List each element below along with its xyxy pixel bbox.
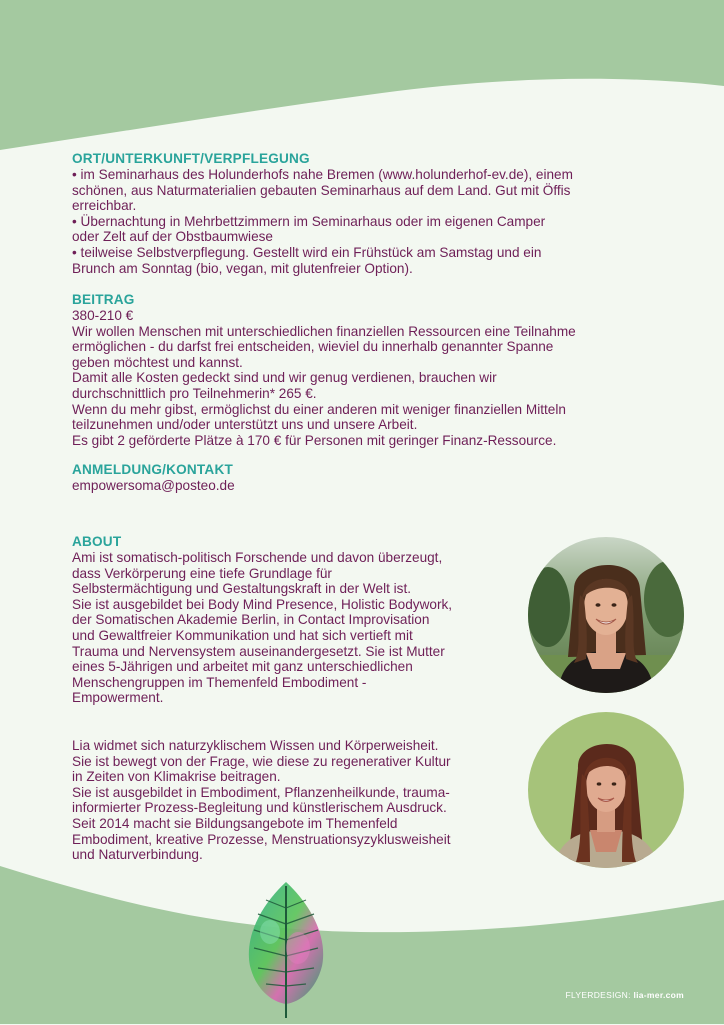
text-line: Seit 2014 macht sie Bildungsangebote im Themenfeld bbox=[72, 815, 398, 831]
text-line: eines 5-Jährigen und arbeitet mit ganz unterschiedlichen bbox=[72, 659, 413, 675]
ami-bio bbox=[72, 550, 452, 706]
text-line: Es gibt 2 geförderte Plätze à 170 € für Personen mit geringer Finanz-Ressource. bbox=[72, 432, 557, 448]
text-line: Menschengruppen im Themenfeld Embodiment - bbox=[72, 674, 367, 690]
text-line: dass Verkörperung eine tiefe Grundlage für bbox=[72, 565, 332, 581]
text-line: informierter Prozess-Begleitung und künstlerischem Ausdruck. bbox=[72, 800, 447, 816]
text-line: erreichbar. bbox=[72, 198, 137, 214]
text-line: durchschnittlich pro Teilnehmerin* 265 €. bbox=[72, 385, 317, 401]
credit-site[interactable]: lia-mer.com bbox=[633, 990, 684, 1000]
text-line: Damit alle Kosten gedeckt sind und wir genug verdienen, brauchen wir bbox=[72, 370, 497, 386]
leaf-illustration bbox=[240, 878, 332, 1020]
text-line: • Übernachtung in Mehrbettzimmern im Seminarhaus oder im eigenen Camper bbox=[72, 213, 546, 229]
text-line: Ami ist somatisch-politisch Forschende und davon überzeugt, bbox=[72, 550, 443, 565]
text-line: Embodiment, kreative Prozesse, Menstruationsyzyklusweisheit bbox=[72, 831, 451, 847]
text-line: teilzunehmen und/oder unterstützt uns und unsere Arbeit. bbox=[72, 417, 418, 433]
text-line: Empowerment. bbox=[72, 690, 164, 706]
heading-ort: ORT/UNTERKUNFT/VERPFLEGUNG bbox=[72, 151, 310, 166]
lia-bio bbox=[72, 738, 451, 863]
text-line: Wir wollen Menschen mit unterschiedlichen finanziellen Ressourcen eine Teilnahme bbox=[72, 323, 576, 339]
beitrag-text bbox=[72, 308, 576, 448]
text-line: Sie ist ausgebildet bei Body Mind Presence, Holistic Bodywork, bbox=[72, 596, 453, 612]
text-line: Brunch am Sonntag (bio, vegan, mit glutenfreier Option). bbox=[72, 260, 413, 276]
section-ort bbox=[72, 151, 573, 276]
portrait-ami bbox=[528, 537, 684, 693]
heading-anmeldung: ANMELDUNG/KONTAKT bbox=[72, 462, 233, 477]
credit-label: FLYERDESIGN: bbox=[565, 990, 634, 1000]
price-range: 380-210 € bbox=[72, 308, 134, 323]
text-line: Trauma und Nervensystem auseinandergesetzt. Sie ist Mutter bbox=[72, 643, 445, 659]
flyer-credit bbox=[565, 990, 684, 1000]
text-line: und Gewaltfreier Kommunikation und hat sich vertieft mit bbox=[72, 627, 413, 643]
text-line: Wenn du mehr gibst, ermöglichst du einer anderen mit weniger finanziellen Mitteln bbox=[72, 401, 566, 417]
text-line: Sie ist bewegt von der Frage, wie diese zu regenerativer Kultur bbox=[72, 753, 451, 769]
heading-beitrag: BEITRAG bbox=[72, 292, 135, 307]
section-about-ami bbox=[72, 534, 452, 706]
text-line: oder Zelt auf der Obstbaumwiese bbox=[72, 229, 273, 245]
section-about-lia bbox=[72, 738, 451, 863]
section-anmeldung bbox=[72, 462, 235, 494]
text-line: der Somatischen Akademie Berlin, in Contact Improvisation bbox=[72, 612, 430, 628]
text-line: in Zeiten von Klimakrise beitragen. bbox=[72, 769, 281, 785]
portrait-lia bbox=[528, 712, 684, 868]
text-line: geben möchtest und kannst. bbox=[72, 354, 243, 370]
heading-about: ABOUT bbox=[72, 534, 122, 549]
text-line: Sie ist ausgebildet in Embodiment, Pflanzenheilkunde, trauma- bbox=[72, 784, 450, 800]
ort-text bbox=[72, 167, 573, 276]
text-line: und Naturverbindung. bbox=[72, 847, 203, 863]
text-line: • teilweise Selbstverpflegung. Gestellt wird ein Frühstück am Samstag und ein bbox=[72, 244, 542, 260]
text-line: ermöglichen - du darfst frei entscheiden, wieviel du innerhalb genannter Spanne bbox=[72, 339, 554, 355]
text-line: Selbstermächtigung und Gestaltungskraft in der Welt ist. bbox=[72, 581, 412, 597]
text-line: Lia widmet sich naturzyklischem Wissen und Körperweisheit. bbox=[72, 738, 439, 753]
section-beitrag bbox=[72, 292, 576, 448]
contact-email[interactable]: empowersoma@posteo.de bbox=[72, 478, 235, 493]
text-line: • im Seminarhaus des Holunderhofs nahe Bremen (www.holunderhof-ev.de), einem bbox=[72, 167, 573, 182]
text-line: schönen, aus Naturmaterialien gebauten Seminarhaus auf dem Land. Gut mit Öffis bbox=[72, 182, 571, 198]
